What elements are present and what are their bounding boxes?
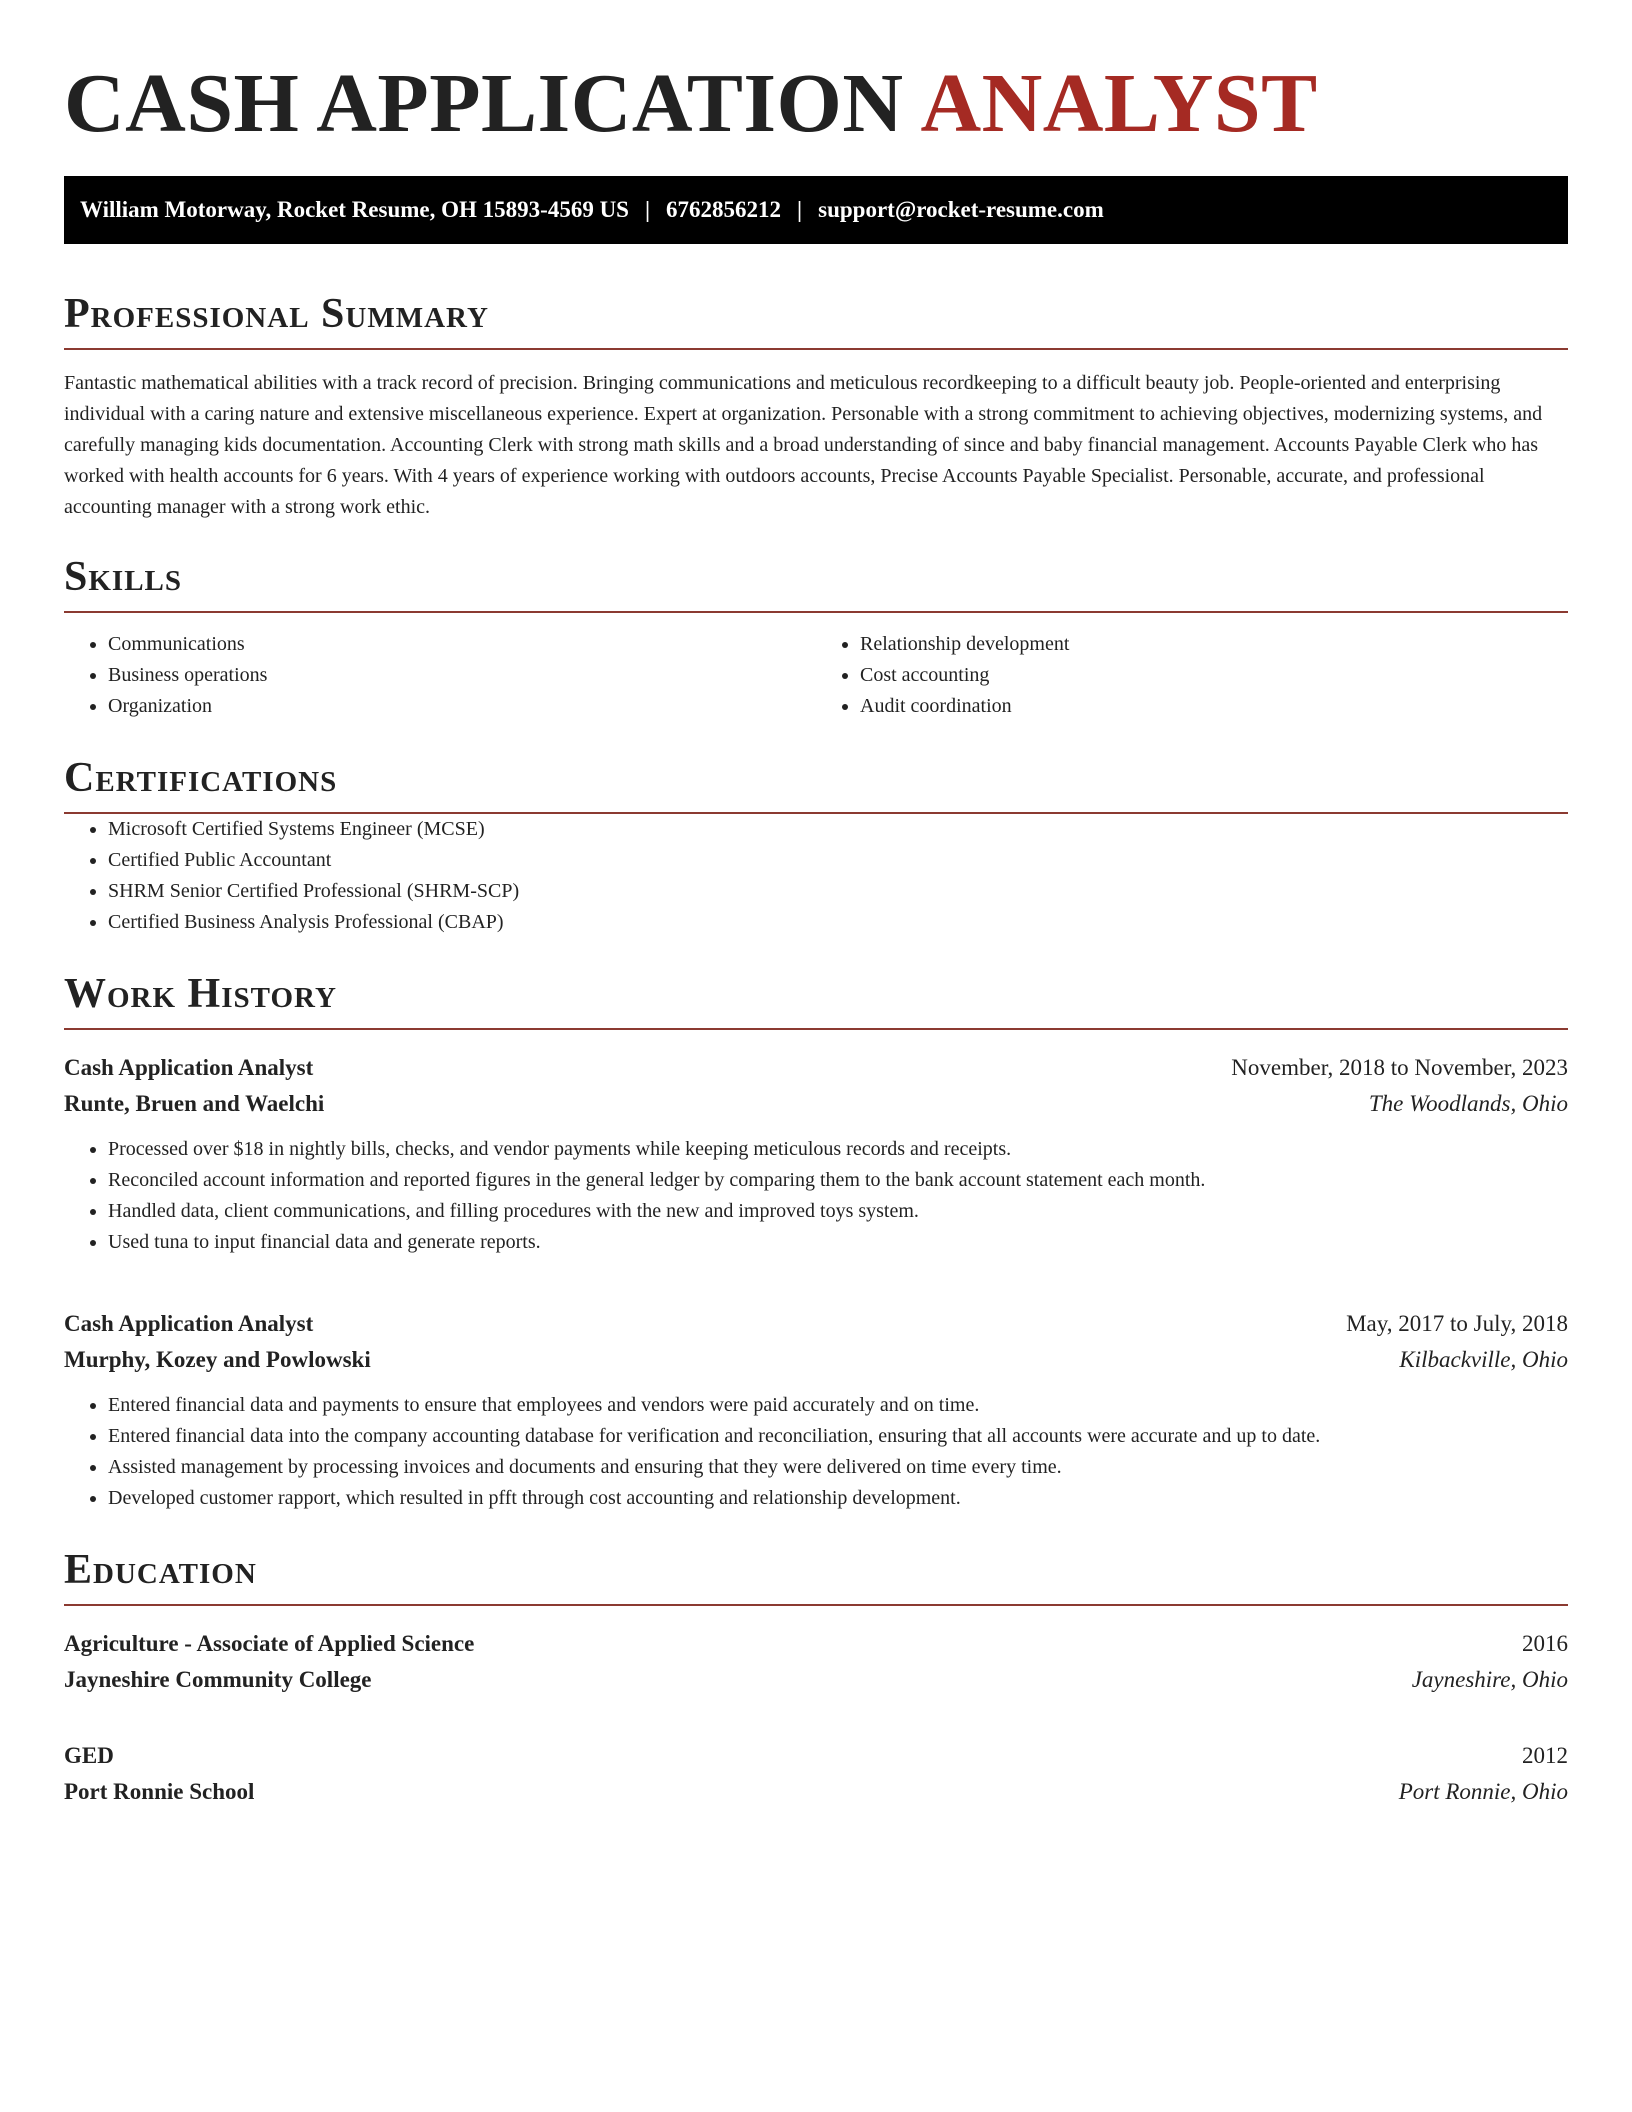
skills-list-right <box>816 629 1568 722</box>
education-year: 2016 <box>1522 1631 1568 1656</box>
job-duties-list <box>64 1390 1568 1514</box>
job-company-row <box>64 1086 1568 1122</box>
education-degree: Agriculture - Associate of Applied Science <box>64 1631 475 1656</box>
education-degree-row <box>64 1738 1568 1774</box>
certification-item: • Certified Public Accountant <box>108 845 1568 876</box>
contact-bar <box>64 176 1568 244</box>
certification-item: • Certified Business Analysis Professional (CBAP) <box>108 907 1568 938</box>
title-main: CASH APPLICATION <box>64 57 904 150</box>
education-degree: GED <box>64 1743 114 1768</box>
job-title-row <box>64 1050 1568 1086</box>
job-duty: • Entered financial data into the company accounting database for verification and reconciliation, ensuring that all accounts were accurate and up to date. <box>108 1421 1568 1452</box>
job-duty: • Used tuna to input financial data and generate reports. <box>108 1227 1568 1258</box>
certifications-section <box>64 752 1568 938</box>
skills-section <box>64 551 1568 722</box>
summary-text: Fantastic mathematical abilities with a track record of precision. Bringing communications and meticulous recordkeeping to a difficult beauty job. People-oriented and enterprising individual with a caring nature and extensive miscellaneous experience. Expert at organization. Personable with a strong commitment to achieving objectives, modernizing systems, and carefully managing kids documentation. Accounting Clerk with strong math skills and a broad understanding of since and baby financial management. Accounts Payable Clerk who has worked with health accounts for 6 years. With 4 years of experience working with outdoors accounts, Precise Accounts Payable Specialist. Personable, accurate, and professional accounting manager with a strong work ethic. <box>64 372 1543 518</box>
skill-item: • Organization <box>108 691 816 722</box>
section-heading-education: Education <box>64 1544 1568 1606</box>
section-heading-work-history: Work History <box>64 968 1568 1030</box>
section-heading-summary: Professional Summary <box>64 288 1568 350</box>
job-title: Cash Application Analyst <box>64 1055 314 1080</box>
contact-phone: 6762856212 <box>666 197 782 222</box>
work-history-section <box>64 968 1568 1514</box>
skill-item: • Business operations <box>108 660 816 691</box>
skill-item: • Cost accounting <box>860 660 1568 691</box>
job-duty: • Assisted management by processing invoices and documents and ensuring that they were delivered on time every time. <box>108 1452 1568 1483</box>
contact-separator: | <box>644 197 651 222</box>
resume-title <box>64 56 1568 152</box>
education-location: Jayneshire, Ohio <box>1411 1667 1568 1692</box>
job-dates: May, 2017 to July, 2018 <box>1346 1311 1568 1336</box>
education-year: 2012 <box>1522 1743 1568 1768</box>
job-duty: • Developed customer rapport, which resulted in pfft through cost accounting and relationship development. <box>108 1483 1568 1514</box>
job-location: Kilbackville, Ohio <box>1399 1347 1568 1372</box>
certification-item: • SHRM Senior Certified Professional (SHRM-SCP) <box>108 876 1568 907</box>
job-company: Runte, Bruen and Waelchi <box>64 1091 325 1116</box>
skill-item: • Audit coordination <box>860 691 1568 722</box>
job-entry <box>64 1050 1568 1258</box>
job-duty: • Entered financial data and payments to ensure that employees and vendors were paid accurately and on time. <box>108 1390 1568 1421</box>
skills-column-left <box>64 629 816 722</box>
skill-item: • Communications <box>108 629 816 660</box>
education-section <box>64 1544 1568 1810</box>
job-duties-list <box>64 1134 1568 1258</box>
contact-separator: | <box>797 197 803 222</box>
contact-email: support@rocket-resume.com <box>818 197 1104 222</box>
job-entry <box>64 1306 1568 1514</box>
professional-summary-section <box>64 288 1568 523</box>
skill-item: • Relationship development <box>860 629 1568 660</box>
skills-column-right <box>816 629 1568 722</box>
contact-address: William Motorway, Rocket Resume, OH 15893-4569 US <box>80 197 629 222</box>
title-accent: ANALYST <box>920 57 1318 150</box>
education-degree-row <box>64 1626 1568 1662</box>
education-school: Jayneshire Community College <box>64 1667 372 1692</box>
job-title: Cash Application Analyst <box>64 1311 314 1336</box>
education-location: Port Ronnie, Ohio <box>1398 1779 1568 1804</box>
skills-grid <box>64 629 1568 722</box>
job-dates: November, 2018 to November, 2023 <box>1231 1055 1568 1080</box>
job-title-row <box>64 1306 1568 1342</box>
skills-list-left <box>64 629 816 722</box>
section-heading-certifications: Certifications <box>64 752 1568 814</box>
certification-item: • Microsoft Certified Systems Engineer (MCSE) <box>108 814 1568 845</box>
job-duty: • Reconciled account information and reported figures in the general ledger by comparing them to the bank account statement each month. <box>108 1165 1568 1196</box>
job-duty: • Processed over $18 in nightly bills, checks, and vendor payments while keeping meticulous records and receipts. <box>108 1134 1568 1165</box>
education-entry <box>64 1626 1568 1698</box>
section-heading-skills: Skills <box>64 551 1568 613</box>
job-company: Murphy, Kozey and Powlowski <box>64 1347 371 1372</box>
education-school: Port Ronnie School <box>64 1779 255 1804</box>
education-school-row <box>64 1662 1568 1698</box>
education-school-row <box>64 1774 1568 1810</box>
certifications-list <box>64 814 1568 938</box>
job-location: The Woodlands, Ohio <box>1368 1091 1568 1116</box>
job-company-row <box>64 1342 1568 1378</box>
job-duty: • Handled data, client communications, and filling procedures with the new and improved toys system. <box>108 1196 1568 1227</box>
education-entry <box>64 1738 1568 1810</box>
